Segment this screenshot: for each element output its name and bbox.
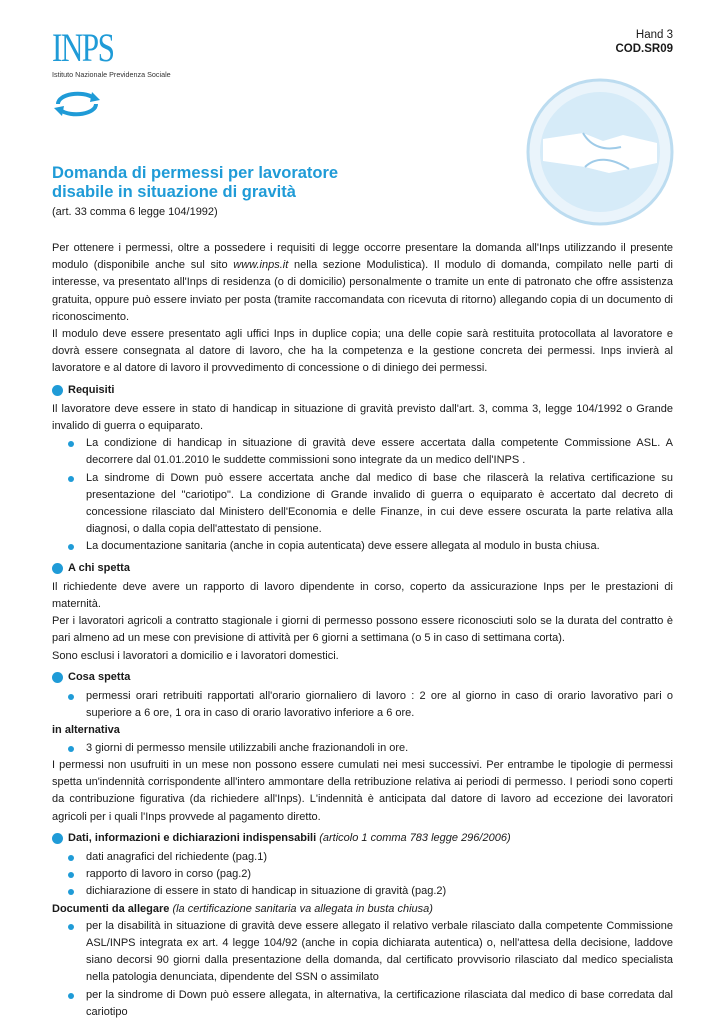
list-item: per la sindrome di Down può essere allegata, in alternativa, la certificazione rilasciata dal medico di base corredata dal cariotipo [86,987,673,1021]
list-item: La condizione di handicap in situazione di gravità deve essere accertata dalla competente Commissione ASL. A decorrere dal 01.01.2010 le suddette commissioni sono integrate da un medico dell'INPS . [86,435,673,469]
list-item: per la disabilità in situazione di gravità deve essere allegato il relativo verbale rilasciato dalla competente Commissione ASL/INPS integrata ex art. 4 legge 104/92 (anche in copia dichiarata autentica) o, nell'attesa della decisione, laddove siano decorsi 90 giorni dalla presentazione della domanda, dal certificato provvisorio rilasciato dal medico specialista nella patologia denunciata, dipendente del SSN o assimilato [86,918,673,987]
cosa-spetta-list [52,688,673,722]
document-body [52,240,673,1021]
site-link: www.inps.it [233,259,289,272]
law-reference: (art. 33 comma 6 legge 104/1992) [52,206,218,218]
title-line-1: Domanda di permessi per lavoratore [52,164,339,182]
chi-spetta-p2: Per i lavoratori agricoli a contratto stagionale i giorni di permesso possono essere riconosciuti solo se la durata del contratto è pari almeno ad un mese con previsione di attività per 6 giorni a settimana (o 5 in caso di settimana corta). [52,615,673,645]
list-item: 3 giorni di permesso mensile utilizzabili anche frazionandoli in ore. [86,740,673,757]
chi-spetta-p3: Sono esclusi i lavoratori a domicilio e i lavoratori domestici. [52,649,339,662]
list-item: dati anagrafici del richiedente (pag.1) [86,849,673,866]
section-dati: Dati, informazioni e dichiarazioni indispensabili (articolo 1 comma 783 legge 296/2006) [52,830,673,847]
dati-list [52,849,673,901]
cosa-spetta-text: I permessi non usufruiti in un mese non possono essere cumulati nei mesi successivi. Per entrambe le tipologie di permessi spetta un'indennità corrispondente all'intero ammontare della retribuzione relativa ai periodi di permesso. I periodi sono coperti da contribuzione figurativa (da richiedere all'Inps). L'indennità è anticipata dal datore di lavoro ad eccezione dei lavoratori agricoli per i quali l'Inps provvede al pagamento diretto. [52,758,673,823]
list-item: La documentazione sanitaria (anche in copia autenticata) deve essere allegata al modulo in busta chiusa. [86,538,673,555]
logo-wordmark: INPS [52,25,114,70]
intro-paragraph-2: Il modulo deve essere presentato agli uffici Inps in duplice copia; una delle copie sarà restituita protocollata al lavoratore e dovrà essere consegnata al datore di lavoro, che ha la competenza e la gestione concreta dei permessi. Inps invierà al lavoratore e al datore di lavoro il provvedimento di concessione o di diniego dei permessi. [52,328,673,375]
section-requisiti: Requisiti [52,382,673,399]
title-line-2: disabile in situazione di gravità [52,183,296,201]
requisiti-list [52,435,673,555]
bullet-dot-icon [52,833,63,844]
handshake-icon [525,77,675,227]
intro-paragraph-1: Per ottenere i permessi, oltre a possedere i requisiti di legge occorre presentare la domanda all'Inps utilizzando il presente modulo (disponibile anche sul sito www.inps.it nella sezione Modulistica). Il modulo di domanda, compilato nelle parti di interesse, va presentato all'Inps di residenza (o di domicilio) personalmente o tramite un ente di patronato che offre assistenza gratuita, oppure può essere inviato per posta (tramite raccomandata con ricevuta di ritorno) allegando copia di un documento di riconoscimento. [52,242,673,323]
circular-arrows-icon [52,88,102,120]
bullet-dot-icon [52,563,63,574]
alternative-label: in alternativa [52,724,120,737]
hand-label: Hand 3 [635,29,673,41]
section-a-chi-spetta: A chi spetta [52,560,673,577]
list-item: permessi orari retribuiti rapportati all'orario giornaliero di lavoro : 2 ore al giorno in caso di orario lavorativo pari o superiore a 6 ore, 1 ora in caso di orario lavorativo inferiore a 6 ore. [86,688,673,722]
logo-subtitle: Istituto Nazionale Previdenza Sociale [52,70,171,79]
form-code: COD.SR09 [615,43,673,55]
bullet-dot-icon [52,672,63,683]
page-title [52,164,472,202]
documents-heading: Documenti da allegare (la certificazione sanitaria va allegata in busta chiusa) [52,902,433,915]
section-cosa-spetta: Cosa spetta [52,669,673,686]
list-item: La sindrome di Down può essere accertata anche dal medico di base che rilascerà la relativa certificazione su presentazione del "cariotipo". La condizione di Grande invalido di guerra o equiparato è accertato dal decreto di concessione rilasciato dal Ministero dell'Economia e delle Finanze, in cui deve essere oscurata la parte relativa alla diagnosi, o dalla copia dell'attestato di pensione. [86,470,673,539]
document-code-block [615,28,673,56]
chi-spetta-p1: Il richiedente deve avere un rapporto di lavoro dipendente in corso, coperto da assicurazione Inps per le prestazioni di maternità. [52,580,673,611]
alternative-list [52,740,673,757]
requisiti-text: Il lavoratore deve essere in stato di handicap in situazione di gravità previsto dall'art. 3, comma 3, legge 104/1992 o Grande invalido di guerra o equiparato. [52,402,673,433]
list-item: dichiarazione di essere in stato di handicap in situazione di gravità (pag.2) [86,883,673,900]
list-item: rapporto di lavoro in corso (pag.2) [86,866,673,883]
inps-logo [52,25,212,79]
documents-list [52,918,673,1021]
bullet-dot-icon [52,385,63,396]
